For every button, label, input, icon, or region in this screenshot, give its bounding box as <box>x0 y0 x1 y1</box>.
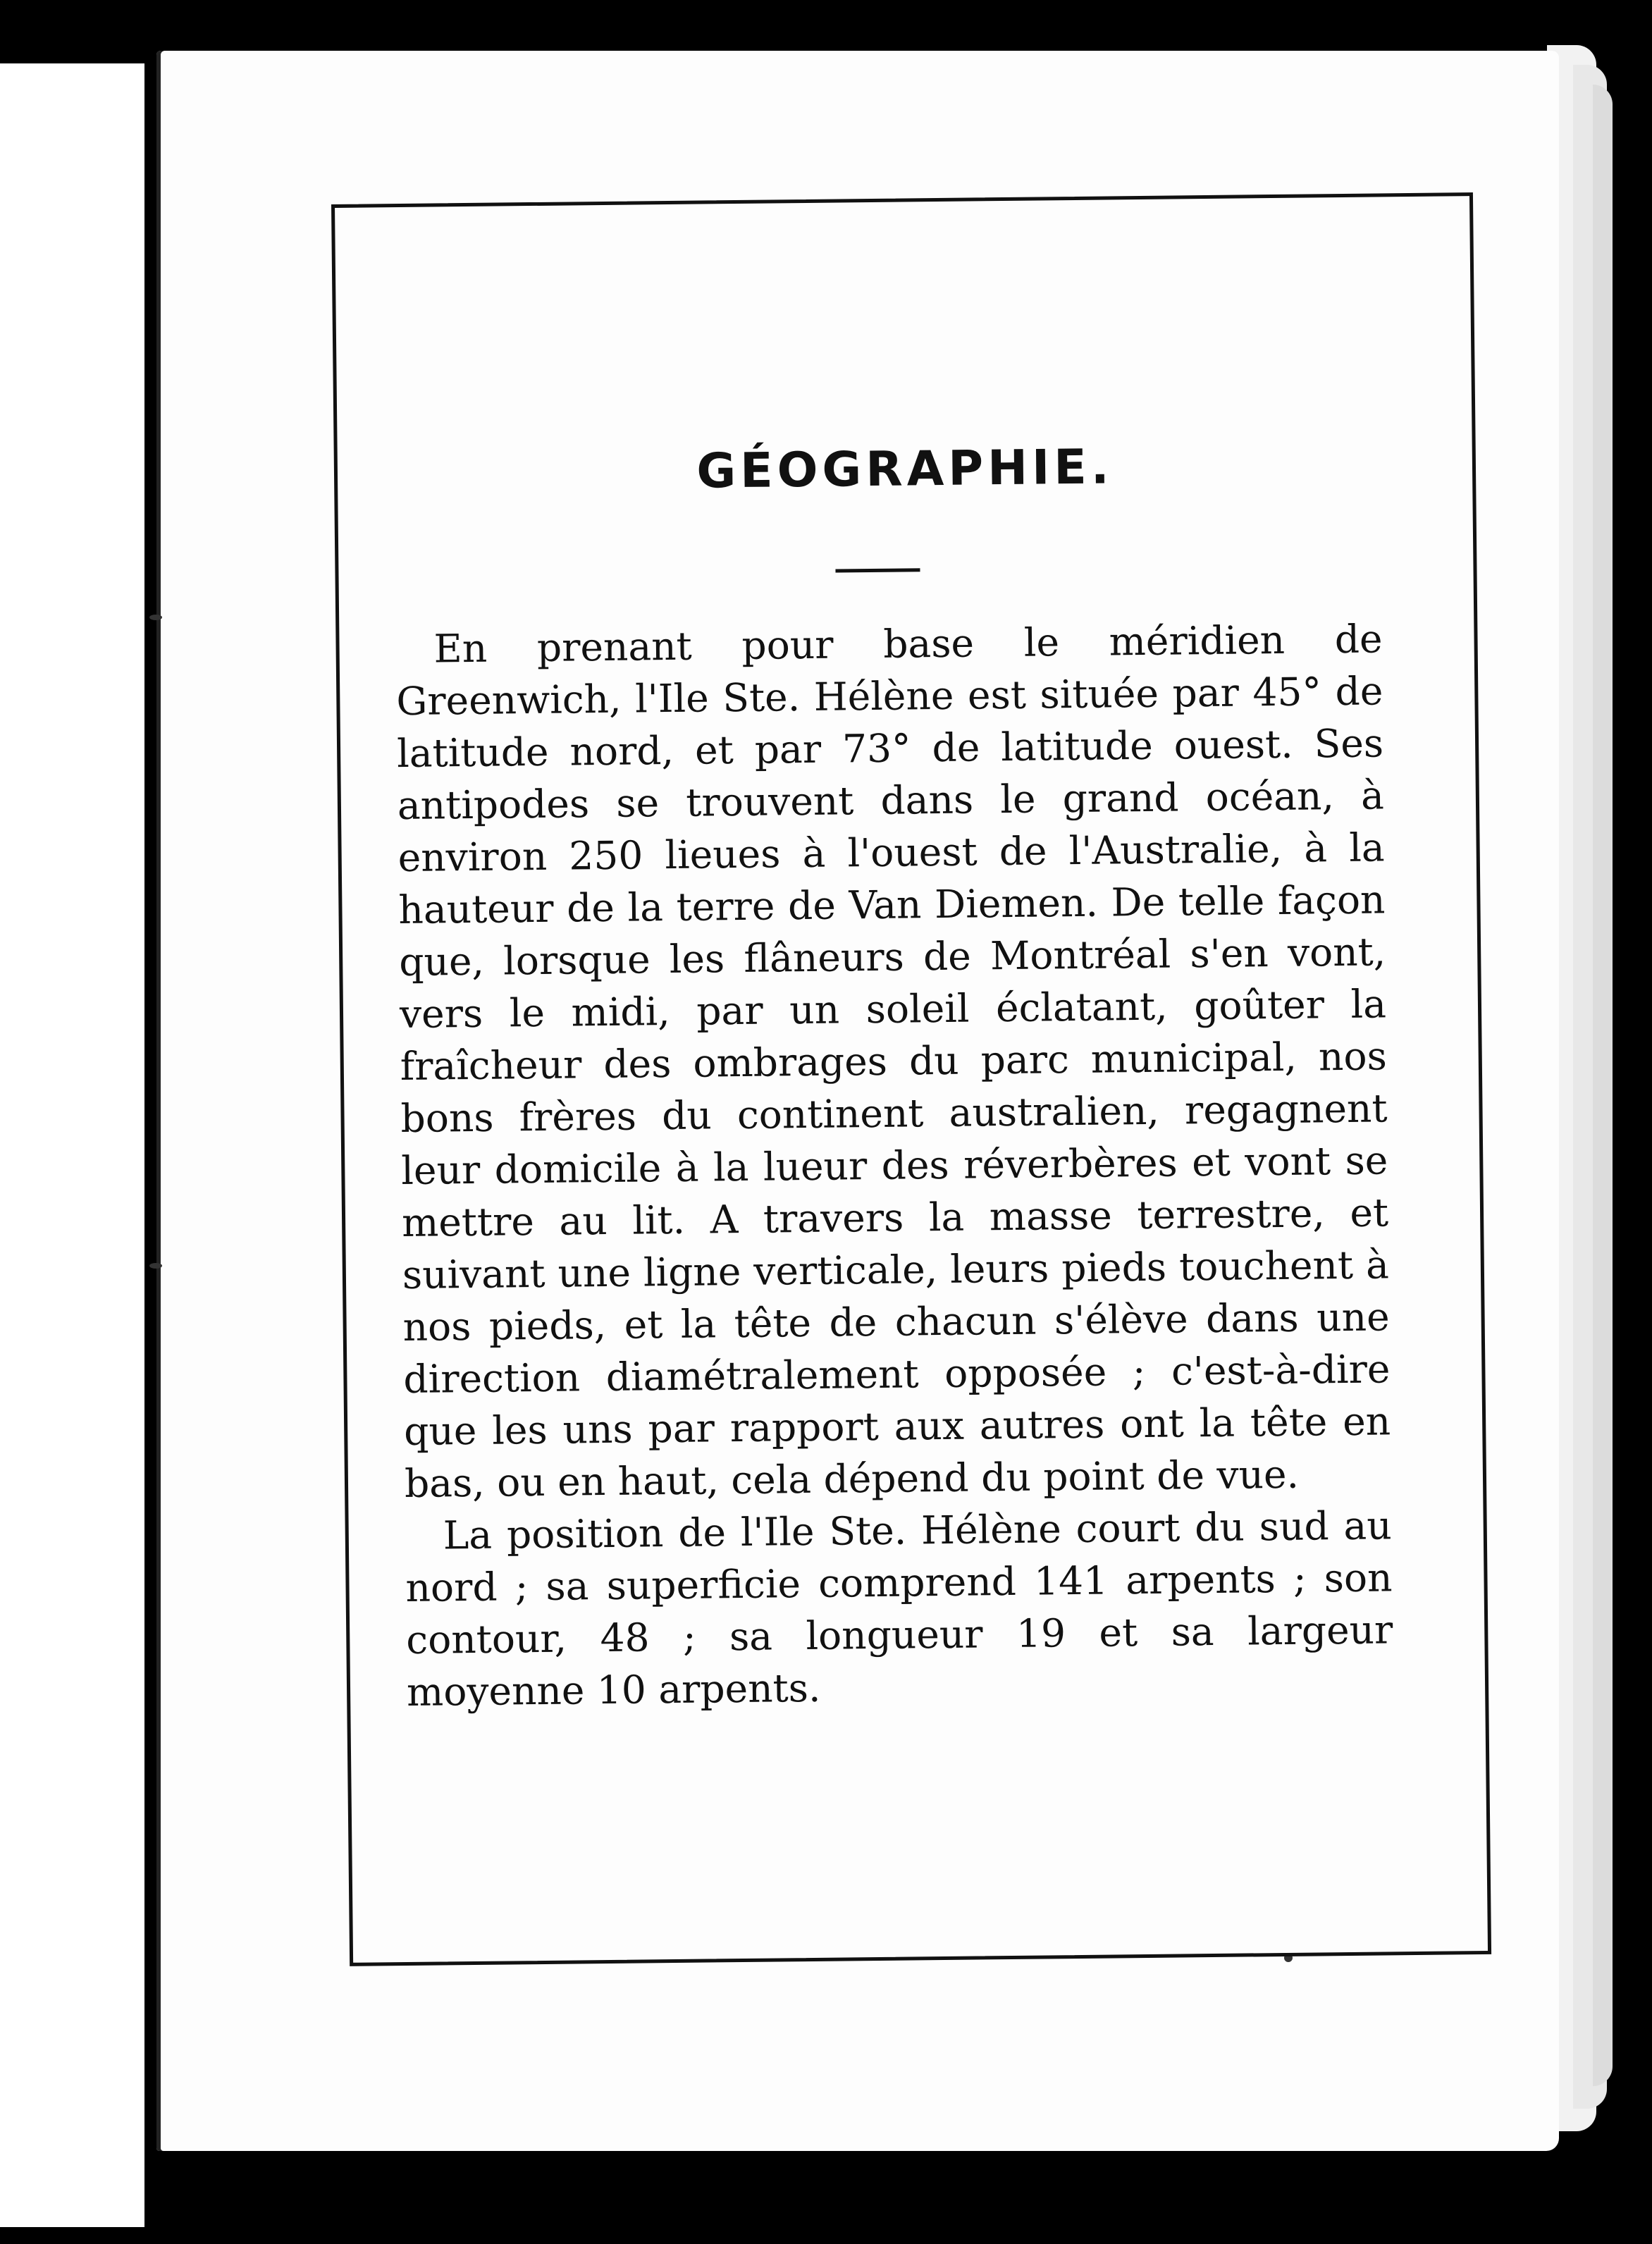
ink-speck <box>149 615 162 620</box>
ink-speck <box>149 1263 162 1269</box>
title-divider <box>835 568 920 572</box>
text-frame <box>331 192 1491 1966</box>
body-text <box>395 612 1393 1718</box>
paragraph: En prenant pour base le méridien de Greenwich, l'Ile Ste. Hélène est située par 45° de latitude nord, et par 73° de latitude ouest. Ses antipodes se trouvent dans le grand océan, à environ 250 lieues à l'ouest de l'Australie, à la hauteur de la terre de Van Diemen. De telle façon que, lorsque les flâneurs de Montréal s'en vont, vers le midi, par un soleil éclatant, goûter la fraîcheur des ombrages du parc municipal, nos bons frères du continent australien, regagnent leur domicile à la lueur des réverbères et vont se mettre au lit. A travers la masse terrestre, et suivant une ligne verticale, leurs pieds touchent à nos pieds, et la tête de chacun s'élève dans une direction diamétralement opposée ; c'est-à-dire que les uns par rapport aux autres ont la tête en bas, ou en haut, cela dépend du point de vue. <box>396 616 1391 1507</box>
paragraph: La position de l'Ile Ste. Hélène court du sud au nord ; sa superficie comprend 141 arpents ; son contour, 48 ; sa longueur 19 et sa largeur moyenne 10 arpents. <box>405 1503 1393 1715</box>
page-title: GÉOGRAPHIE. <box>696 439 1114 500</box>
previous-page-edge <box>0 63 149 2227</box>
page-stack-edge <box>1593 85 1613 2086</box>
